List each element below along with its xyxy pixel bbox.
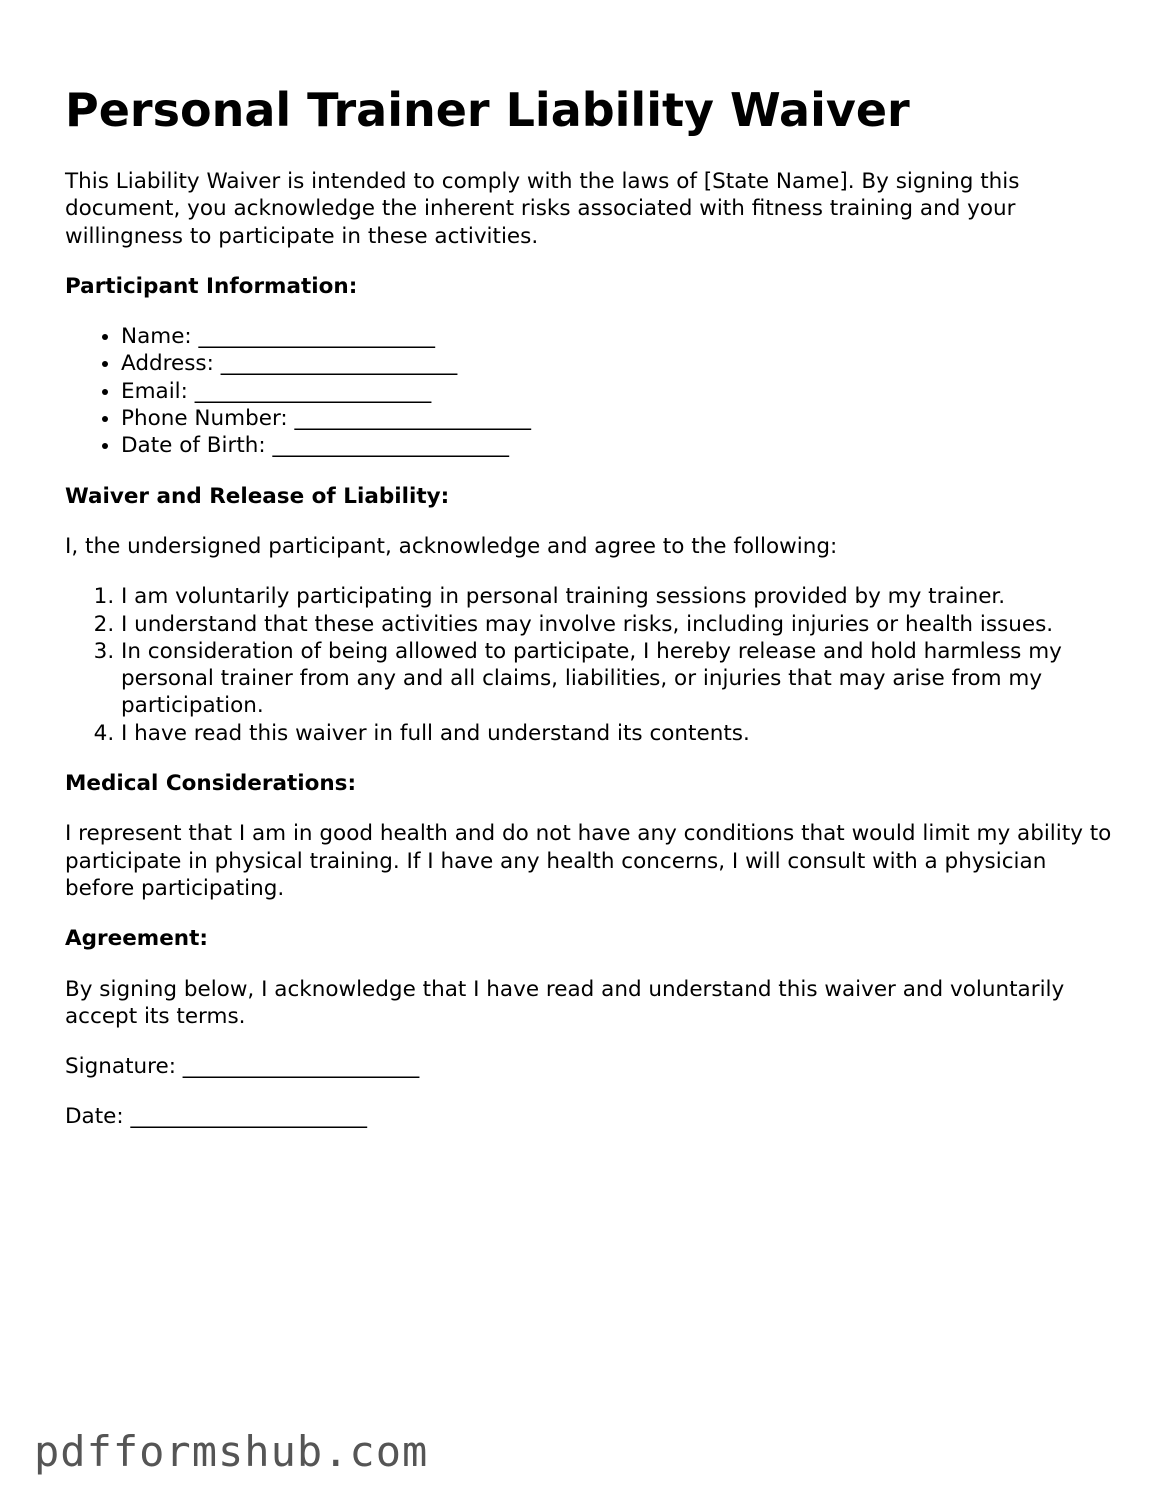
date-line: Date: ______________________ (65, 1104, 367, 1130)
agreement-heading: Agreement: (65, 926, 208, 952)
waiver-lead-text: I, the undersigned participant, acknowledge and agree to the following: (65, 533, 838, 559)
email-field: • Email: ______________________ (121, 378, 1115, 405)
name-field: • Name: ______________________ (121, 323, 1115, 350)
participant-info-heading: Participant Information: (65, 273, 358, 299)
waiver-term-item: 2. I understand that these activities may involve risks, including injuries or health issues. (121, 611, 1115, 638)
medical-considerations-text: I represent that I am in good health and do not have any conditions that would limit my ability to participate in physical training. If I have any health concerns, I will consult with a physician before participating. (65, 821, 1112, 901)
phone-number-field: • Phone Number: ______________________ (121, 405, 1115, 432)
waiver-document (65, 82, 1115, 1131)
participant-fields-list (65, 323, 1115, 459)
waiver-terms-list (65, 583, 1115, 747)
waiver-term-item: 3. In consideration of being allowed to participate, I hereby release and hold harmless my personal trainer from any and all claims, liabilities, or injuries that may arise from my participation. (121, 638, 1115, 720)
signature-line: Signature: ______________________ (65, 1054, 420, 1080)
site-watermark: pdfformshub.com (34, 1427, 429, 1476)
waiver-release-heading: Waiver and Release of Liability: (65, 483, 450, 509)
agreement-text: By signing below, I acknowledge that I have read and understand this waiver and voluntarily accept its terms. (65, 976, 1065, 1029)
medical-considerations-heading: Medical Considerations: (65, 771, 357, 797)
address-field: • Address: ______________________ (121, 350, 1115, 377)
waiver-term-item: 1. I am voluntarily participating in personal training sessions provided by my trainer. (121, 583, 1115, 610)
document-title: Personal Trainer Liability Waiver (65, 83, 910, 137)
intro-paragraph: This Liability Waiver is intended to comply with the laws of [State Name]. By signing this document, you acknowledge the inherent risks associated with fitness training and your willingness to participate in these activities. (65, 169, 1020, 249)
waiver-term-item: 4. I have read this waiver in full and understand its contents. (121, 720, 1115, 747)
date-of-birth-field: • Date of Birth: ______________________ (121, 432, 1115, 459)
